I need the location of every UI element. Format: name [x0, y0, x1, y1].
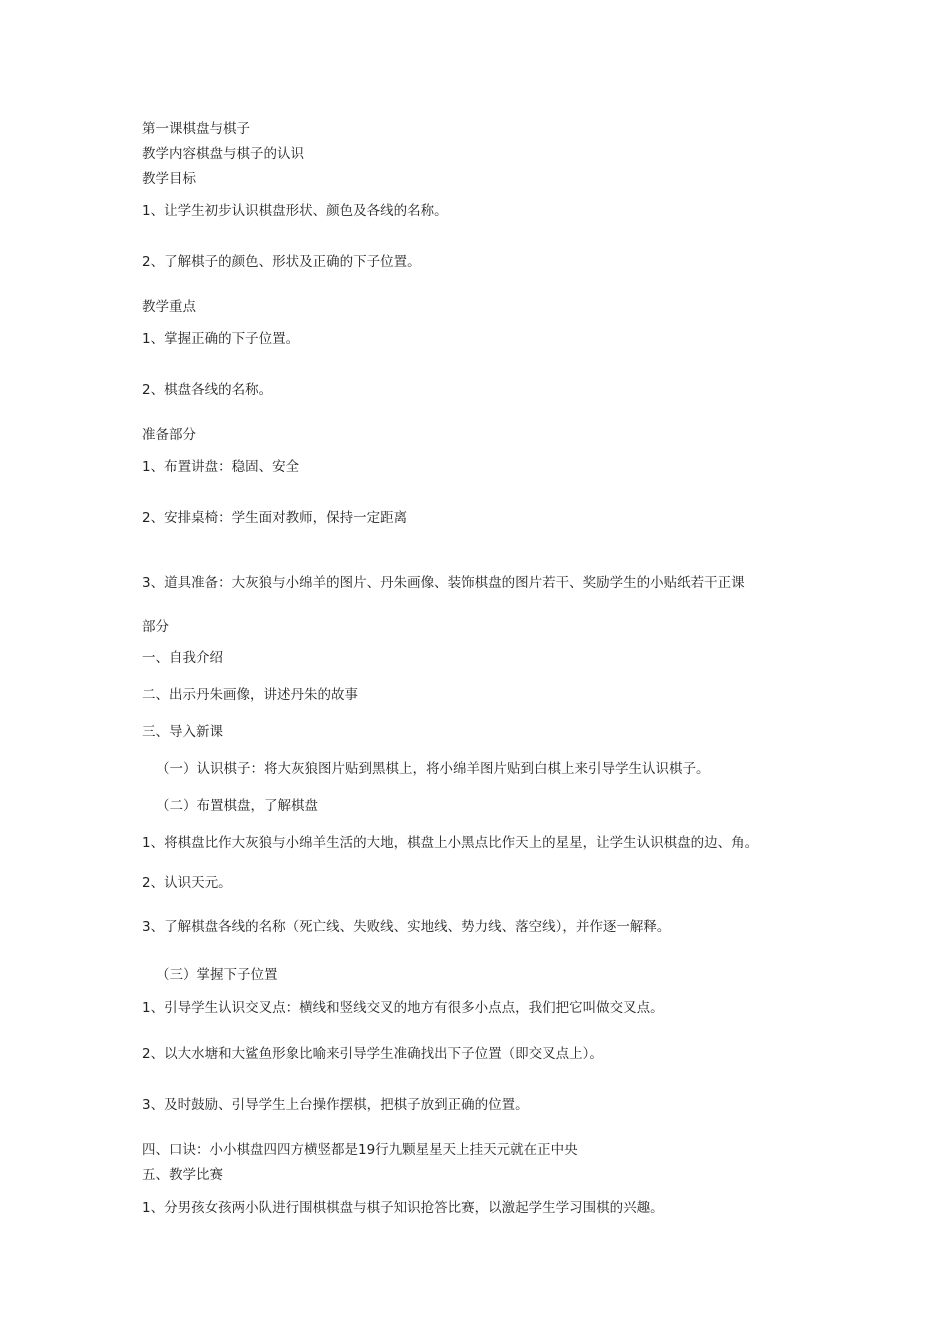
step-2: 二、出示丹朱画像，讲述丹朱的故事	[142, 687, 358, 703]
key-point-2: 2、棋盘各线的名称。	[142, 382, 273, 398]
substep-1: （一）认识棋子：将大灰狼图片贴到黑棋上，将小绵羊图片贴到白棋上来引导学生认识棋子。	[156, 761, 710, 777]
position-item-2: 2、以大水塘和大鲨鱼形象比喻来引导学生准确找出下子位置（即交叉点上）。	[142, 1046, 603, 1062]
position-item-1: 1、引导学生认识交叉点：横线和竖线交叉的地方有很多小点点，我们把它叫做交叉点。	[142, 1000, 664, 1016]
position-item-3: 3、及时鼓励、引导学生上台操作摆棋，把棋子放到正确的位置。	[142, 1097, 529, 1113]
section-heading-goals: 教学目标	[142, 171, 196, 187]
step-4-rhyme: 四、口诀：小小棋盘四四方横竖都是19行九颗星星天上挂天元就在正中央	[142, 1142, 578, 1158]
board-item-1: 1、将棋盘比作大灰狼与小绵羊生活的大地，棋盘上小黑点比作天上的星星，让学生认识棋盘的边、角。	[142, 835, 759, 851]
prep-item-3: 3、道具准备：大灰狼与小绵羊的图片、丹朱画像、装饰棋盘的图片若干、奖励学生的小贴纸若干正课	[142, 575, 745, 591]
key-point-1: 1、掌握正确的下子位置。	[142, 331, 300, 347]
step-1: 一、自我介绍	[142, 650, 223, 666]
substep-3: （三）掌握下子位置	[156, 967, 278, 983]
contest-item-1: 1、分男孩女孩两小队进行围棋棋盘与棋子知识抢答比赛，以激起学生学习围棋的兴趣。	[142, 1200, 664, 1216]
goal-item-2: 2、了解棋子的颜色、形状及正确的下子位置。	[142, 254, 421, 270]
teaching-content: 教学内容棋盘与棋子的认识	[142, 146, 304, 162]
section-heading-part: 部分	[142, 619, 169, 635]
section-heading-key-points: 教学重点	[142, 299, 196, 315]
step-3: 三、导入新课	[142, 724, 223, 740]
board-item-2: 2、认识天元。	[142, 875, 232, 891]
prep-item-1: 1、布置讲盘：稳固、安全	[142, 459, 300, 475]
substep-2: （二）布置棋盘，了解棋盘	[156, 798, 318, 814]
board-item-3: 3、了解棋盘各线的名称（死亡线、失败线、实地线、势力线、落空线），并作逐一解释。	[142, 919, 671, 935]
section-heading-preparation: 准备部分	[142, 427, 196, 443]
step-5: 五、教学比赛	[142, 1167, 223, 1183]
lesson-title: 第一课棋盘与棋子	[142, 121, 250, 137]
prep-item-2: 2、安排桌椅：学生面对教师，保持一定距离	[142, 510, 408, 526]
goal-item-1: 1、让学生初步认识棋盘形状、颜色及各线的名称。	[142, 203, 448, 219]
